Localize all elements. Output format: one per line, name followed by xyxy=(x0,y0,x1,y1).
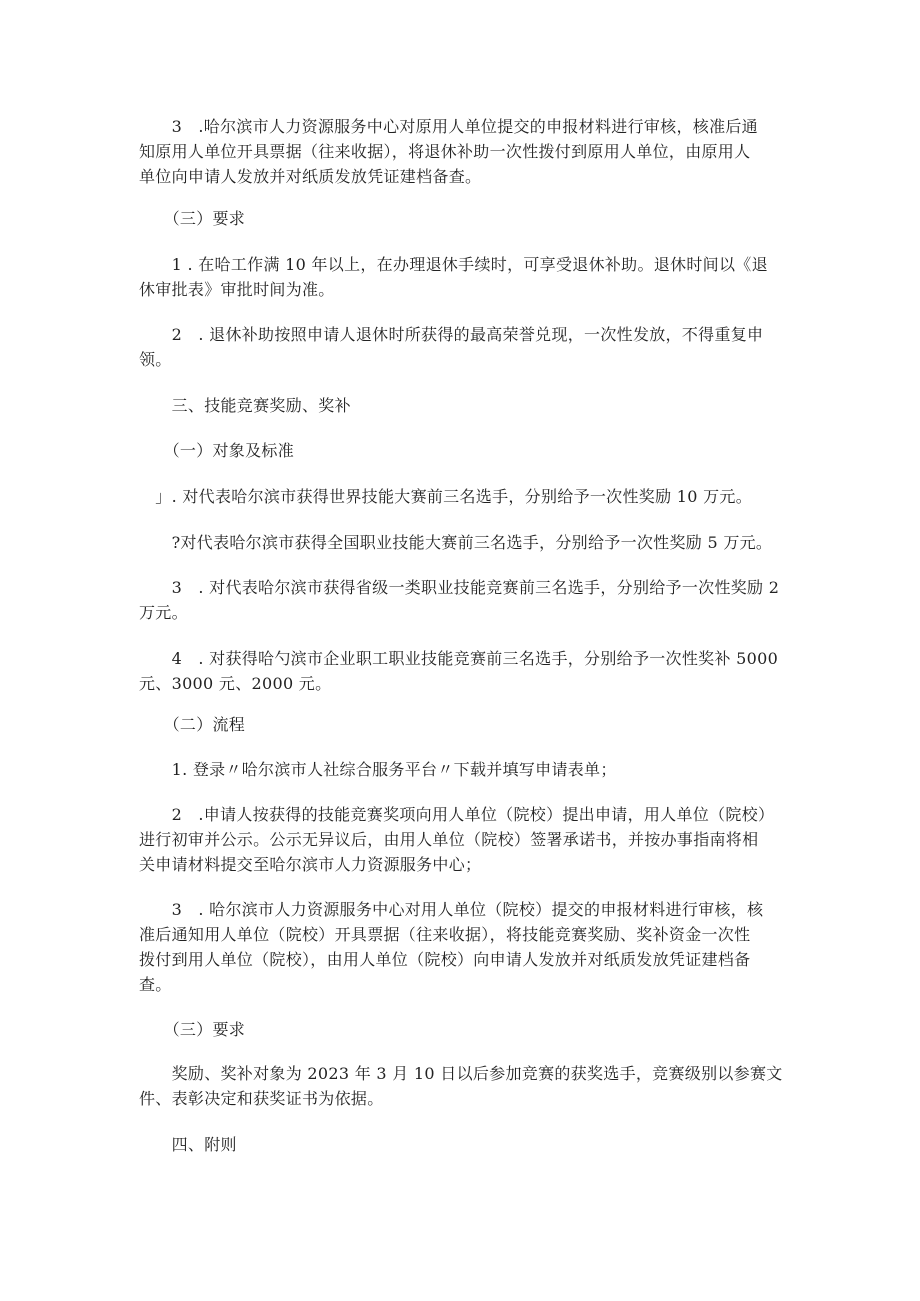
paragraph-process-1 xyxy=(139,757,789,782)
text-line: 3 . 哈尔滨市人力资源服务中心对用人单位（院校）提交的申报材料进行审核，核 xyxy=(139,900,764,919)
text-line: 关申请材料提交至哈尔滨市人力资源服务中心； xyxy=(139,855,482,874)
text-line: 准后通知用人单位（院校）开具票据（往来收据），将技能竞赛奖励、奖补资金一次性 xyxy=(139,925,751,944)
text-line: 3 .哈尔滨市人力资源服务中心对原用人单位提交的申报材料进行审核，核准后通 xyxy=(139,117,758,136)
text-line: ?对代表哈尔滨市获得全国职业技能大赛前三名选手，分别给予一次性奖励 5 万元。 xyxy=(139,533,773,552)
text-line: 元、3000 元、2000 元。 xyxy=(139,674,332,693)
paragraph-requirement-2 xyxy=(139,322,789,372)
subsection-heading-targets xyxy=(139,438,789,463)
text-line: 休审批表》审批时间为准。 xyxy=(139,280,335,299)
text-line: 领。 xyxy=(139,350,172,369)
paragraph-award-enterprise xyxy=(139,646,789,696)
paragraph-process-2 xyxy=(139,802,789,877)
subsection-heading-requirements-2 xyxy=(139,1017,789,1042)
text-line: 三、技能竞赛奖励、奖补 xyxy=(139,396,351,415)
section-heading-skills-competition xyxy=(139,393,789,418)
paragraph-award-national xyxy=(139,530,789,555)
text-line: 2 .申请人按获得的技能竞赛奖项向用人单位（院校）提出申请，用人单位（院校） xyxy=(139,805,775,824)
paragraph-award-provincial xyxy=(139,575,789,625)
text-line: 单位向申请人发放并对纸质发放凭证建档备查。 xyxy=(139,167,482,186)
text-line: （三）要求 xyxy=(139,209,246,228)
text-line: 1. 登录〃哈尔滨市人社综合服务平台〃下载并填写申请表单； xyxy=(139,760,617,779)
section-heading-supplementary xyxy=(139,1132,789,1157)
text-line: 4 . 对获得哈勺滨市企业职工职业技能竞赛前三名选手，分别给予一次性奖补 5000 xyxy=(139,649,779,668)
paragraph-process-3 xyxy=(139,897,789,997)
paragraph-requirement-1 xyxy=(139,252,789,302)
text-line: 万元。 xyxy=(139,603,188,622)
text-line: 进行初审并公示。公示无异议后，由用人单位（院校）签署承诺书，并按办事指南将相 xyxy=(139,830,759,849)
text-line: 拨付到用人单位（院校），由用人单位（院校）向申请人发放并对纸质发放凭证建档备 xyxy=(139,950,751,969)
text-line: 查。 xyxy=(139,975,172,994)
text-line: （二）流程 xyxy=(139,715,246,734)
text-line: （三）要求 xyxy=(139,1020,246,1039)
text-line: 」. 对代表哈尔滨市获得世界技能大赛前三名选手，分别给予一次性奖励 10 万元。 xyxy=(139,487,753,506)
text-line: 四、附则 xyxy=(139,1135,237,1154)
text-line: 1 . 在哈工作满 10 年以上，在办理退休手续时，可享受退休补助。退休时间以《退 xyxy=(139,255,768,274)
text-line: 2 . 退休补助按照申请人退休时所获得的最高荣誉兑现，一次性发放，不得重复申 xyxy=(139,325,764,344)
section-heading-requirements xyxy=(139,206,789,231)
text-line: （一）对象及标准 xyxy=(139,441,295,460)
subsection-heading-process xyxy=(139,712,789,737)
paragraph-award-eligibility xyxy=(139,1061,789,1111)
text-line: 3 . 对代表哈尔滨市获得省级一类职业技能竞赛前三名选手，分别给予一次性奖励 2 xyxy=(139,578,780,597)
text-line: 知原用人单位开具票据（往来收据），将退休补助一次性拨付到原用人单位，由原用人 xyxy=(139,142,751,161)
paragraph-review-retirement xyxy=(139,114,789,189)
text-line: 奖励、奖补对象为 2023 年 3 月 10 日以后参加竞赛的获奖选手，竞赛级别以参赛文 xyxy=(139,1064,783,1083)
text-line: 件、表彰决定和获奖证书为依据。 xyxy=(139,1089,384,1108)
paragraph-award-world xyxy=(139,484,789,509)
